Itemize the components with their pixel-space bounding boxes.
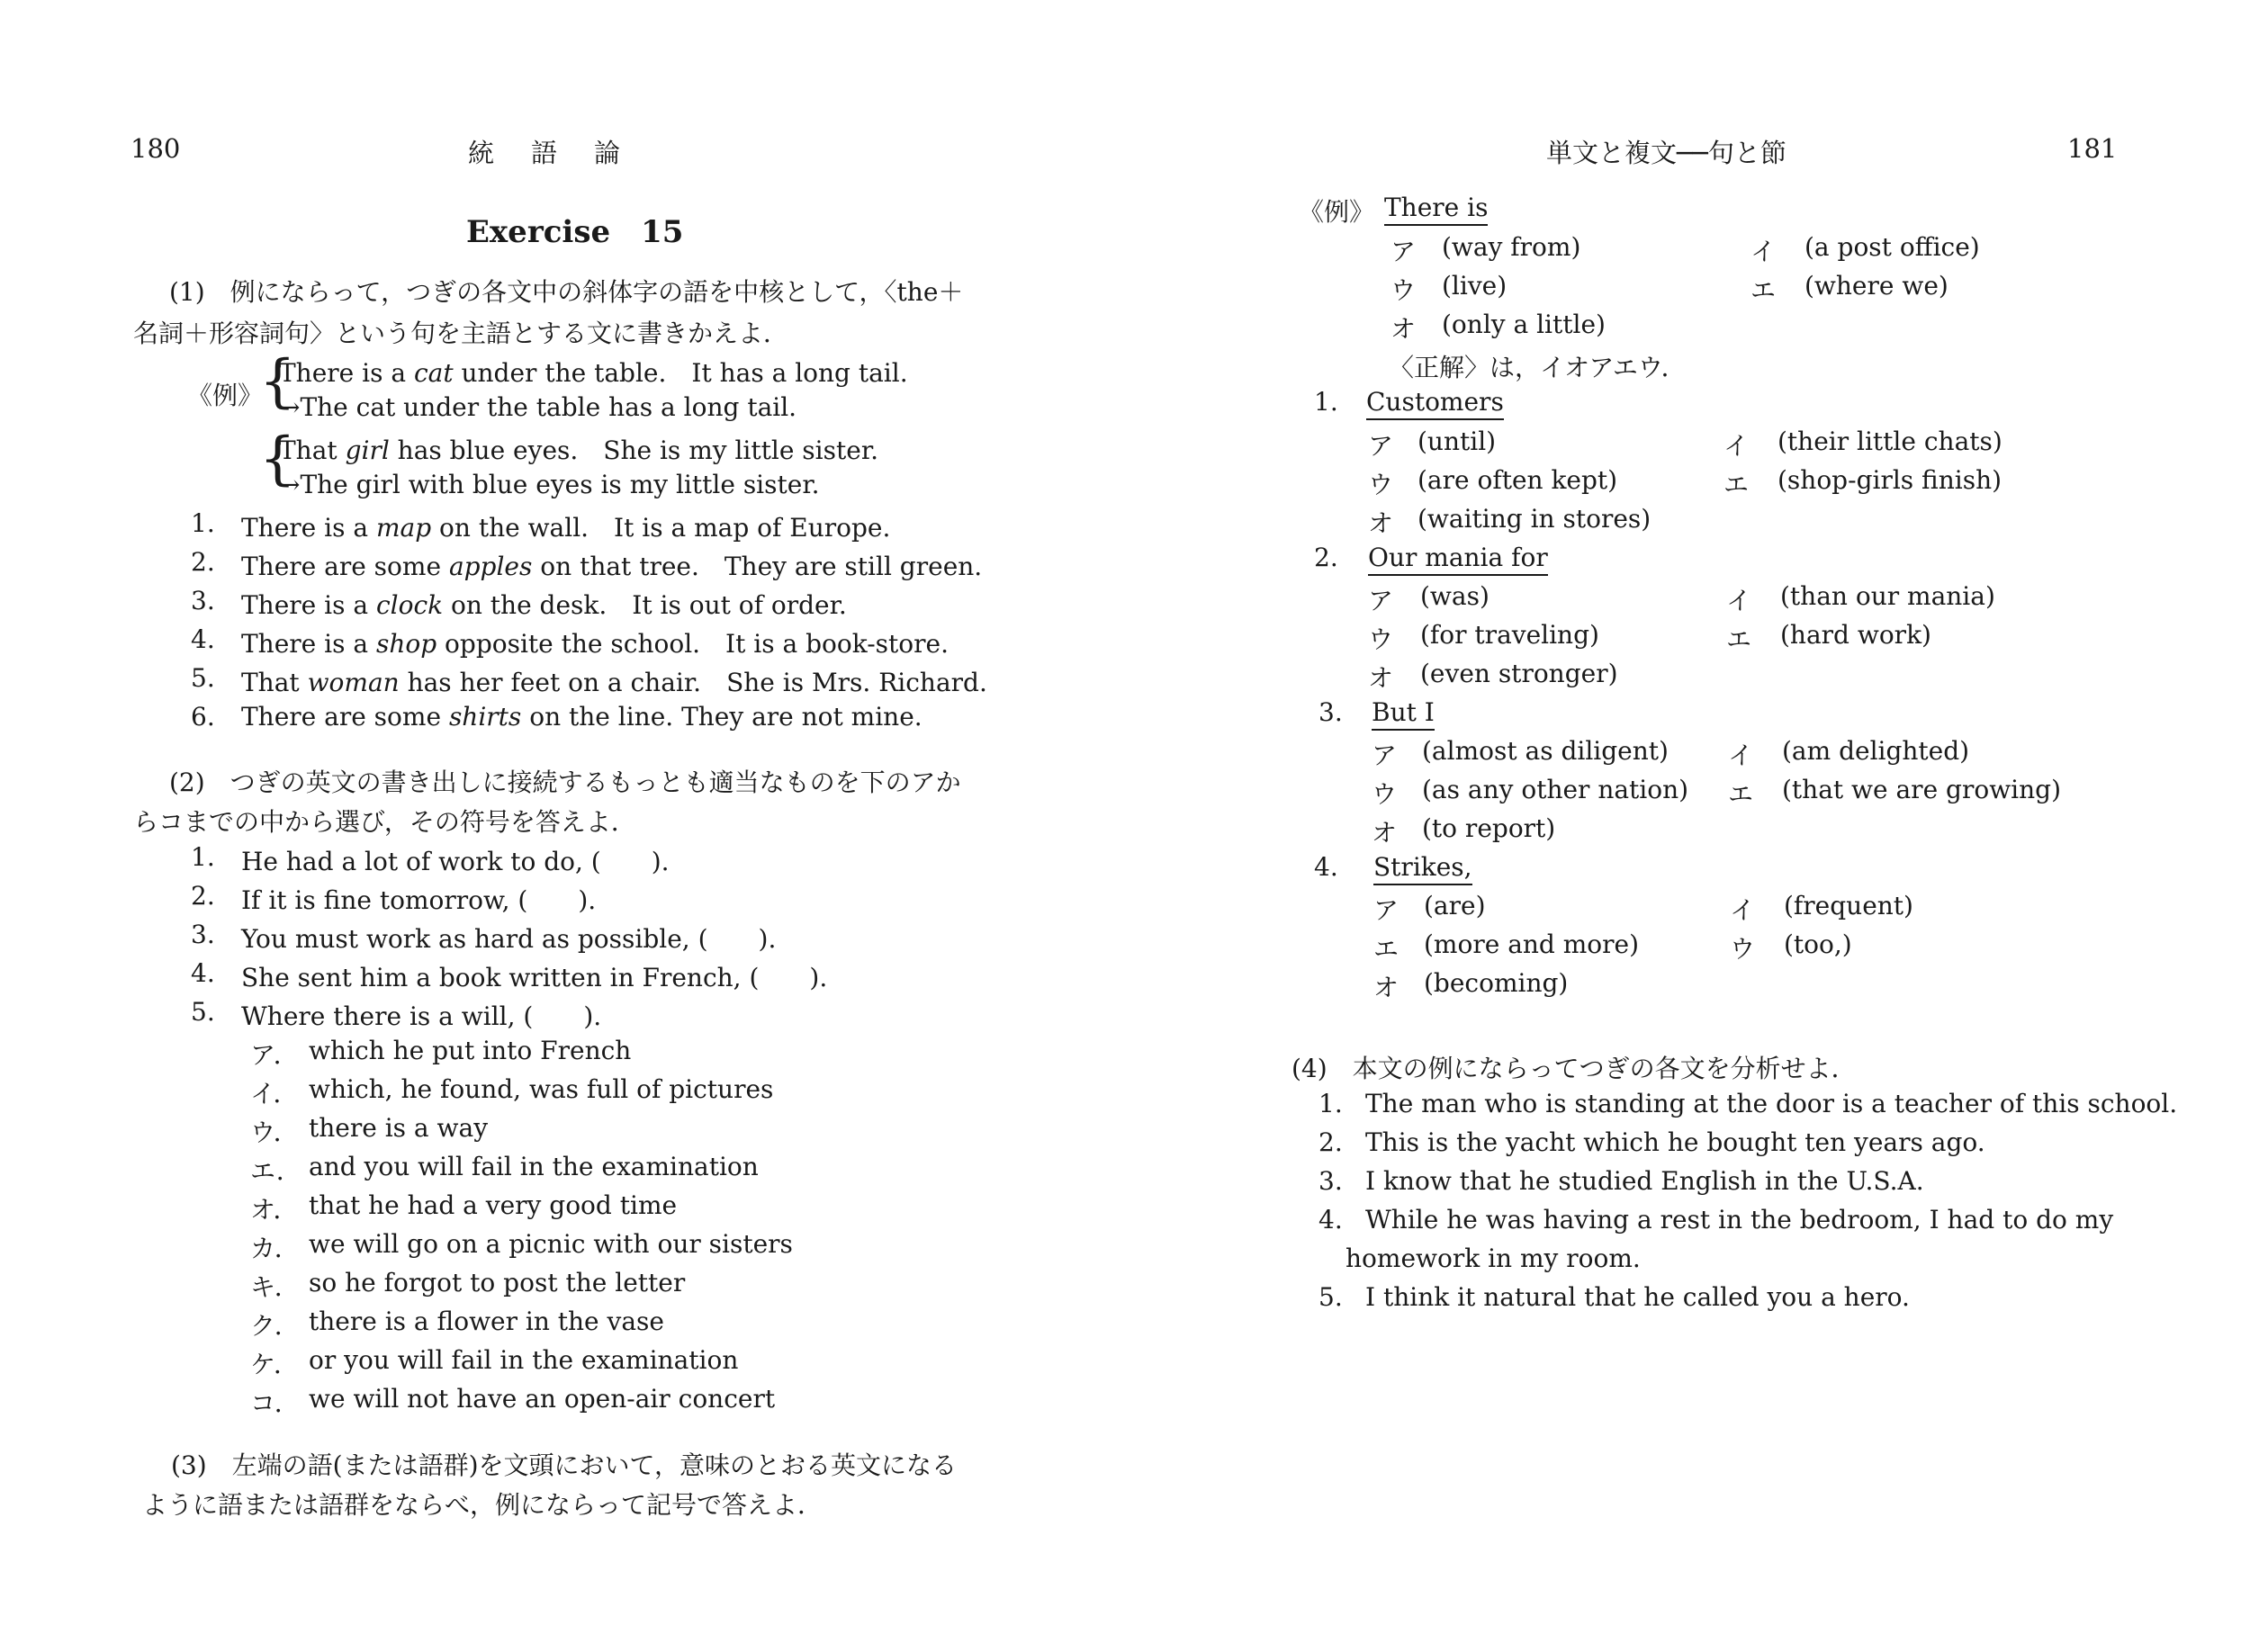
choice-label: エ． [250, 1156, 302, 1186]
kana-label: ア [1368, 431, 1394, 461]
brace-1: { [259, 348, 296, 415]
kana-label: イ [1724, 431, 1750, 461]
choice-text: which, he found, was full of pictures [309, 1074, 774, 1104]
right-running-head: 単文と複文──句と節 [1546, 138, 1786, 168]
part4-intro: (4) 本文の例にならってつぎの各文を分析せよ． [1292, 1054, 1857, 1083]
choice-text: we will not have an open-air concert [309, 1384, 776, 1414]
part1-item-num: 1. [191, 508, 215, 538]
phrase: (more and more) [1424, 929, 1640, 959]
kana-label: エ [1373, 934, 1400, 964]
kana-label: オ [1390, 314, 1417, 344]
phrase: (waiting in stores) [1418, 504, 1652, 534]
phrase: (a post office) [1804, 232, 1980, 262]
phrase: (than our mania) [1780, 581, 1995, 611]
part2-item: If it is fine tomorrow, ( ). [241, 885, 597, 915]
part4-item-num: 2. [1318, 1127, 1343, 1157]
choice-text: there is a flower in the vase [309, 1306, 664, 1336]
kana-label: ウ [1372, 779, 1398, 809]
part2-item-num: 3. [191, 920, 215, 949]
question-head: Customers [1366, 387, 1504, 420]
part2-item-num: 4. [191, 958, 215, 988]
phrase: (hard work) [1780, 620, 1931, 650]
part3-intro-line2: ように語または語群をならべ，例にならって記号で答えよ． [142, 1490, 824, 1520]
left-page-number: 180 [130, 133, 181, 164]
example-answer: 〈正解〉は，イオアエウ． [1389, 353, 1687, 382]
kana-label: イ [1728, 741, 1754, 770]
choice-label: オ． [250, 1195, 299, 1225]
part4-item-num: 4. [1318, 1205, 1343, 1235]
phrase: (too,) [1784, 929, 1852, 959]
question-head: Strikes, [1373, 852, 1472, 885]
choice-label: イ． [250, 1079, 299, 1109]
part1-item: That woman has her feet on a chair. She is Mrs. Richard. [241, 668, 987, 697]
part4-item: I know that he studied English in the U.S.A. [1365, 1166, 1924, 1196]
part1-intro-line1: (1) 例にならって，つぎの各文中の斜体字の語を中核として，〈the＋ [169, 277, 964, 307]
phrase: (where we) [1804, 271, 1948, 301]
example-label: 《例》 [1299, 197, 1375, 227]
choice-text: or you will fail in the examination [309, 1345, 739, 1375]
part2-item-num: 2. [191, 881, 215, 911]
phrase: (that we are growing) [1782, 775, 2062, 804]
kana-label: ア [1373, 895, 1400, 925]
part4-item: This is the yacht which he bought ten years ago. [1365, 1127, 1985, 1157]
choice-label: コ． [250, 1388, 300, 1418]
part1-item-num: 3. [191, 586, 215, 615]
phrase: (live) [1442, 271, 1508, 301]
example-head: There is [1384, 193, 1488, 226]
choice-text: so he forgot to post the letter [309, 1268, 686, 1297]
left-running-head: 統 語 論 [468, 138, 626, 168]
part2-intro-line1: (2) つぎの英文の書き出しに接続するもっとも適当なものを下のアか [169, 768, 961, 797]
question-head: Our mania for [1368, 543, 1548, 576]
part1-item-num: 5. [191, 663, 215, 693]
choice-text: there is a way [309, 1113, 489, 1143]
part2-item: You must work as hard as possible, ( ). [241, 924, 777, 954]
kana-label: イ [1726, 586, 1752, 615]
example-label: 《例》 [187, 381, 264, 410]
part2-item: He had a lot of work to do, ( ). [241, 847, 670, 876]
choice-label: ケ． [250, 1350, 300, 1379]
example2-sentence: That girl has blue eyes. She is my little sister. [279, 435, 879, 465]
phrase: (becoming) [1424, 968, 1569, 998]
phrase: (are) [1424, 891, 1486, 920]
kana-label: オ [1372, 818, 1398, 848]
kana-label: エ [1724, 470, 1750, 499]
kana-label: エ [1728, 779, 1754, 809]
phrase: (almost as diligent) [1422, 736, 1669, 766]
phrase: (are often kept) [1418, 465, 1618, 495]
kana-label: ウ [1390, 275, 1417, 305]
kana-label: ウ [1730, 934, 1756, 964]
question-num: 1. [1314, 387, 1338, 417]
part1-item: There is a shop opposite the school. It is a book-store. [241, 629, 950, 659]
phrase: (until) [1418, 426, 1497, 456]
part3-intro-line1: (3) 左端の語(または語群)を文頭において，意味のとおる英文になる [171, 1450, 957, 1480]
kana-label: ア [1372, 741, 1398, 770]
part1-item-num: 6. [191, 702, 215, 732]
phrase: (only a little) [1442, 310, 1606, 339]
question-num: 2. [1314, 543, 1338, 572]
choice-label: ウ． [250, 1118, 299, 1147]
example1-answer: →The cat under the table has a long tail. [279, 392, 797, 422]
part4-item-continued: homework in my room. [1346, 1243, 1641, 1273]
kana-label: エ [1750, 275, 1777, 305]
part1-item-num: 4. [191, 624, 215, 654]
part4-item-num: 5. [1318, 1282, 1343, 1312]
part1-item: There is a map on the wall. It is a map of Europe. [241, 513, 891, 543]
example2-answer: →The girl with blue eyes is my little sister. [279, 470, 820, 499]
part1-item: There is a clock on the desk. It is out of order. [241, 590, 847, 620]
part1-item: There are some apples on that tree. They are still green. [241, 552, 983, 581]
part4-item: I think it natural that he called you a hero. [1365, 1282, 1910, 1312]
part4-item-num: 3. [1318, 1166, 1343, 1196]
choice-label: キ． [250, 1272, 300, 1302]
phrase: (to report) [1422, 813, 1556, 843]
phrase: (frequent) [1784, 891, 1913, 920]
choice-label: ク． [250, 1311, 300, 1341]
kana-label: オ [1368, 663, 1394, 693]
brace-2: { [259, 426, 296, 492]
part2-item: She sent him a book written in French, ( ). [241, 963, 828, 992]
choice-label: カ． [250, 1234, 300, 1263]
choice-label: ア． [250, 1040, 299, 1070]
phrase: (am delighted) [1782, 736, 1970, 766]
question-num: 4. [1314, 852, 1338, 882]
part2-item-num: 5. [191, 997, 215, 1027]
kana-label: エ [1726, 624, 1752, 654]
part4-item: While he was having a rest in the bedroom, I had to do my [1365, 1205, 2114, 1235]
part1-intro-line2: 名詞＋形容詞句〉という句を主語とする文に書きかえよ． [133, 319, 789, 348]
kana-label: オ [1368, 508, 1394, 538]
exercise-title: Exercise 15 [466, 214, 684, 250]
part1-item-num: 2. [191, 547, 215, 577]
kana-label: ア [1390, 237, 1417, 266]
phrase: (as any other nation) [1422, 775, 1689, 804]
question-num: 3. [1318, 697, 1343, 727]
choice-text: which he put into French [309, 1036, 632, 1065]
phrase: (even stronger) [1420, 659, 1618, 688]
choice-text: that he had a very good time [309, 1190, 678, 1220]
example1-sentence: There is a cat under the table. It has a long tail. [279, 358, 908, 388]
part4-item-num: 1. [1318, 1089, 1343, 1118]
kana-label: ア [1368, 586, 1394, 615]
part1-item: There are some shirts on the line. They are not mine. [241, 702, 922, 732]
choice-text: we will go on a picnic with our sisters [309, 1229, 793, 1259]
part2-item: Where there is a will, ( ). [241, 1001, 602, 1031]
right-page-number: 181 [2067, 133, 2118, 164]
part2-item-num: 1. [191, 842, 215, 872]
kana-label: イ [1750, 237, 1777, 266]
choice-text: and you will fail in the examination [309, 1152, 759, 1181]
phrase: (way from) [1442, 232, 1581, 262]
phrase: (for traveling) [1420, 620, 1599, 650]
phrase: (their little chats) [1778, 426, 2002, 456]
kana-label: ウ [1368, 470, 1394, 499]
kana-label: イ [1730, 895, 1756, 925]
kana-label: ウ [1368, 624, 1394, 654]
phrase: (shop-girls finish) [1778, 465, 2002, 495]
part2-intro-line2: らコまでの中から選び，その符号を答えよ． [133, 807, 636, 837]
phrase: (was) [1420, 581, 1490, 611]
question-head: But I [1372, 697, 1435, 731]
kana-label: オ [1373, 973, 1400, 1002]
part4-item: The man who is standing at the door is a teacher of this school. [1365, 1089, 2178, 1118]
